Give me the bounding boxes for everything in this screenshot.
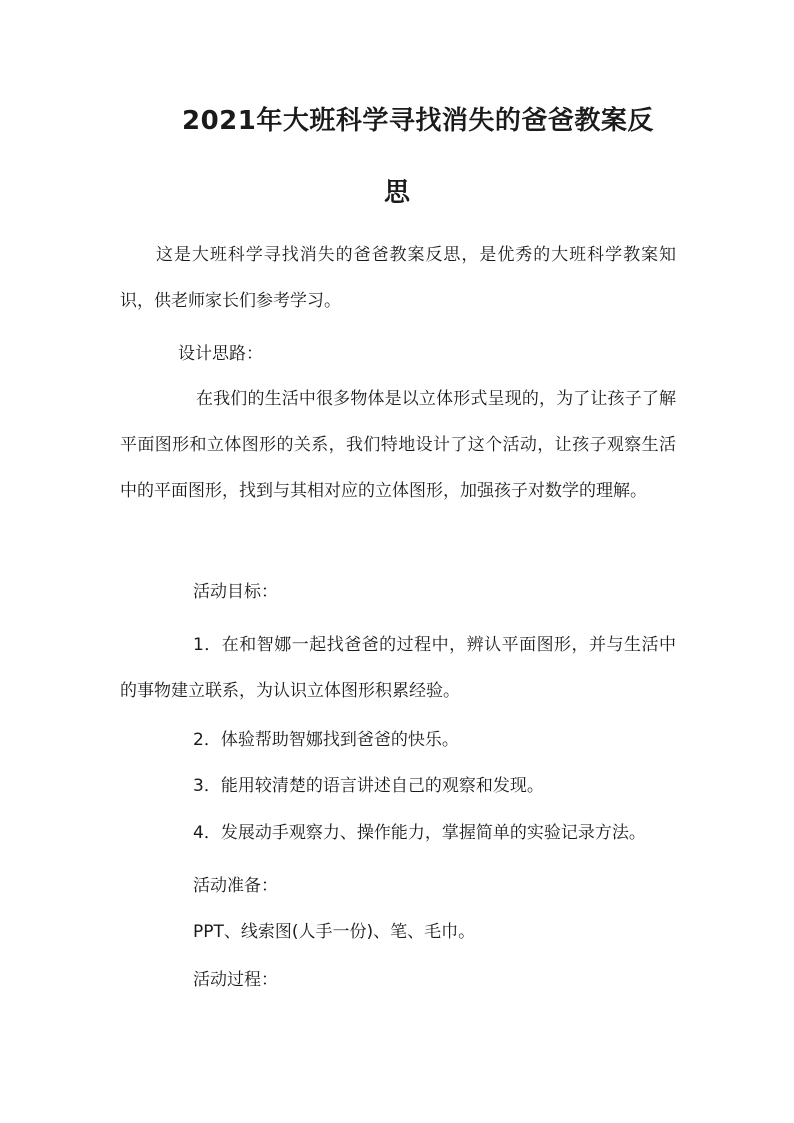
design-paragraph: 在我们的生活中很多物体是以立体形式呈现的，为了让孩子了解平面图形和立体图形的关系，我们特地设计了这个活动，让孩子观察生活中的平面图形，找到与其相对应的立体图形，加强孩子对数学的理解。 <box>120 389 676 501</box>
goal-item-3: 3．能用较清楚的语言讲述自己的观察和发现。 <box>193 776 544 796</box>
prep-text: PPT、线索图(人手一份)、笔、毛巾。 <box>193 922 476 942</box>
design-heading: 设计思路： <box>178 344 263 364</box>
intro-paragraph: 这是大班科学寻找消失的爸爸教案反思，是优秀的大班科学教案知识，供老师家长们参考学习。 <box>120 245 676 311</box>
goal-item-4: 4．发展动手观察力、操作能力，掌握简单的实验记录方法。 <box>193 823 646 843</box>
goal-item-1: 1．在和智娜一起找爸爸的过程中，辨认平面图形，并与生活中的事物建立联系，为认识立体图形积累经验。 <box>120 635 676 701</box>
document-title-line-2: 思 <box>384 178 411 208</box>
goal-item-2: 2．体验帮助智娜找到爸爸的快乐。 <box>193 730 459 750</box>
process-heading: 活动过程： <box>193 970 278 990</box>
prep-heading: 活动准备： <box>193 876 278 896</box>
document-title-line-1: 2021年大班科学寻找消失的爸爸教案反 <box>182 106 654 136</box>
goals-heading: 活动目标： <box>193 582 278 602</box>
